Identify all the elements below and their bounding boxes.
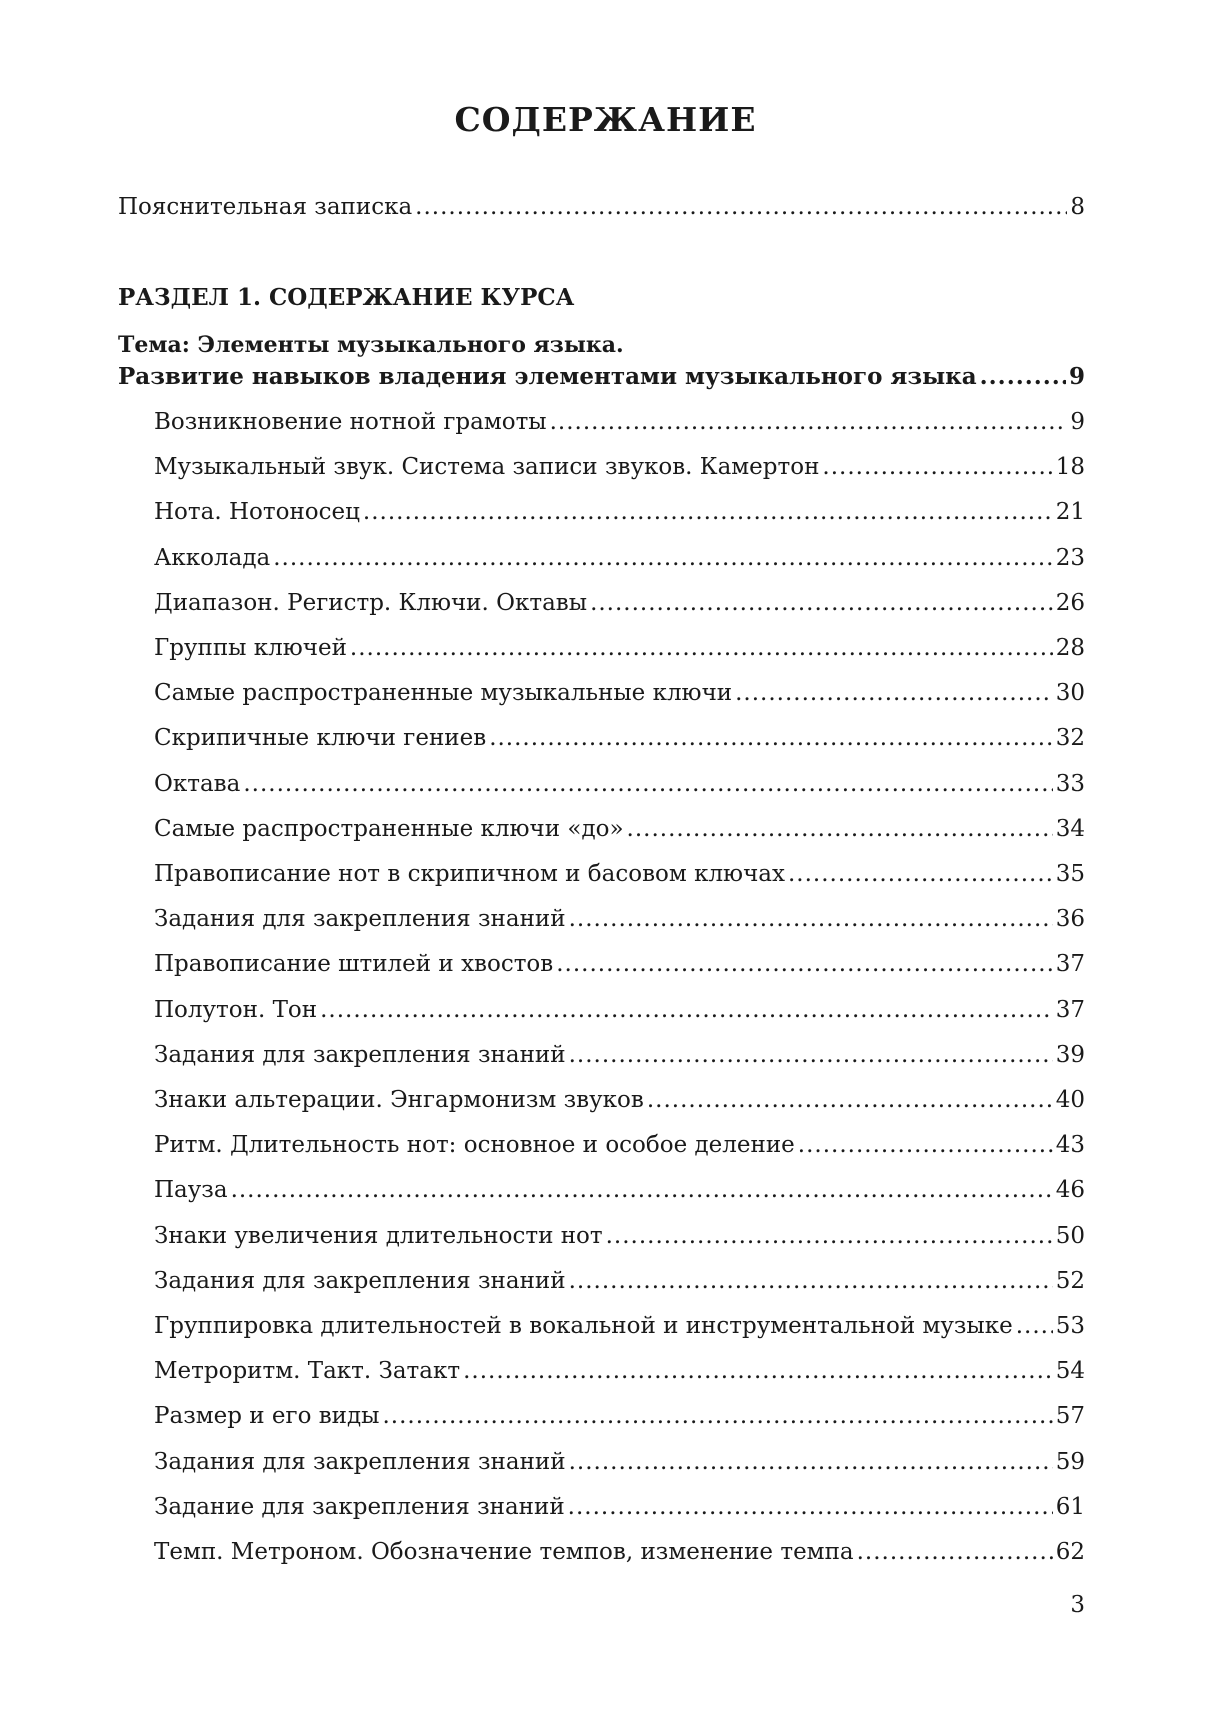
toc-entry[interactable] bbox=[154, 859, 1085, 889]
toc-entry-page: 9 bbox=[1068, 363, 1085, 390]
toc-leader-dots bbox=[463, 1356, 1053, 1386]
toc-entry[interactable] bbox=[154, 588, 1085, 618]
toc-entry-label: Размер и его виды bbox=[154, 1403, 380, 1429]
toc-entry-label: Задания для закрепления знаний bbox=[154, 1449, 566, 1475]
toc-leader-dots bbox=[243, 769, 1052, 799]
toc-entry[interactable] bbox=[154, 543, 1085, 573]
toc-entry-page: 26 bbox=[1055, 590, 1085, 616]
toc-leader-dots bbox=[627, 814, 1053, 844]
toc-entry-label: Группировка длительностей в вокальной и инструментальной музыке bbox=[154, 1313, 1013, 1339]
toc-leader-dots bbox=[788, 859, 1053, 889]
toc-leader-dots bbox=[569, 1266, 1053, 1296]
toc-leader-dots bbox=[569, 1040, 1053, 1070]
toc-leader-dots bbox=[415, 192, 1067, 222]
toc-entry-page: 39 bbox=[1055, 1042, 1085, 1068]
toc-entry-label: Группы ключей bbox=[154, 635, 347, 661]
toc-entry-label: Диапазон. Регистр. Ключи. Октавы bbox=[154, 590, 588, 616]
toc-entry-label: Скрипичные ключи гениев bbox=[154, 725, 487, 751]
toc-leader-dots bbox=[822, 452, 1052, 482]
toc-entry[interactable] bbox=[154, 1266, 1085, 1296]
toc-entry-label: Возникновение нотной грамоты bbox=[154, 409, 547, 435]
toc-leader-dots bbox=[556, 949, 1052, 979]
toc-entry-page: 53 bbox=[1055, 1313, 1085, 1339]
toc-entry-page: 33 bbox=[1055, 771, 1085, 797]
topic-heading: Тема: Элементы музыкального языка. bbox=[118, 332, 624, 358]
page-number: 3 bbox=[1070, 1592, 1085, 1618]
toc-entry[interactable] bbox=[154, 1221, 1085, 1251]
toc-entry-label: Задания для закрепления знаний bbox=[154, 1268, 566, 1294]
toc-entry-label: Октава bbox=[154, 771, 241, 797]
toc-entry[interactable] bbox=[154, 769, 1085, 799]
toc-entry-label: Ритм. Длительность нот: основное и особое деление bbox=[154, 1132, 795, 1158]
toc-leader-dots bbox=[980, 362, 1066, 392]
toc-leader-dots bbox=[350, 633, 1053, 663]
toc-entry-page: 62 bbox=[1055, 1539, 1085, 1565]
toc-entry[interactable] bbox=[154, 1447, 1085, 1477]
toc-leader-dots bbox=[273, 543, 1053, 573]
toc-entry-label: Задания для закрепления знаний bbox=[154, 906, 566, 932]
toc-leader-dots bbox=[569, 1447, 1053, 1477]
toc-entry-label: Пауза bbox=[154, 1177, 228, 1203]
toc-entry-page: 40 bbox=[1055, 1087, 1085, 1113]
toc-entry[interactable] bbox=[154, 452, 1085, 482]
toc-leader-dots bbox=[568, 1492, 1053, 1522]
toc-entry-page: 50 bbox=[1055, 1223, 1085, 1249]
toc-entry[interactable] bbox=[154, 904, 1085, 934]
toc-entry[interactable] bbox=[154, 1356, 1085, 1386]
toc-entry[interactable] bbox=[154, 1175, 1085, 1205]
toc-entry-label: Задания для закрепления знаний bbox=[154, 1042, 566, 1068]
toc-entry[interactable] bbox=[154, 1492, 1085, 1522]
toc-leader-dots bbox=[647, 1085, 1053, 1115]
toc-entry-page: 30 bbox=[1055, 680, 1085, 706]
toc-entry-page: 59 bbox=[1055, 1449, 1085, 1475]
toc-entry[interactable] bbox=[154, 723, 1085, 753]
toc-entry[interactable] bbox=[154, 678, 1085, 708]
toc-entry[interactable] bbox=[154, 1085, 1085, 1115]
toc-entry-label: Развитие навыков владения элементами музыкального языка bbox=[118, 363, 977, 390]
toc-entry-page: 37 bbox=[1055, 951, 1085, 977]
toc-leader-dots bbox=[382, 1401, 1052, 1431]
toc-entry[interactable] bbox=[154, 949, 1085, 979]
page-title: СОДЕРЖАНИЕ bbox=[454, 100, 757, 139]
toc-leader-dots bbox=[550, 407, 1068, 437]
toc-entry[interactable] bbox=[154, 995, 1085, 1025]
toc-entry-page: 36 bbox=[1055, 906, 1085, 932]
toc-entry-label: Полутон. Тон bbox=[154, 997, 318, 1023]
toc-entry-label: Правописание нот в скрипичном и басовом ключах bbox=[154, 861, 785, 887]
toc-leader-dots bbox=[798, 1130, 1053, 1160]
toc-entry[interactable] bbox=[154, 633, 1085, 663]
toc-entry-page: 52 bbox=[1055, 1268, 1085, 1294]
toc-leader-dots bbox=[606, 1221, 1053, 1251]
toc-entry[interactable] bbox=[154, 1311, 1085, 1341]
toc-entry-page: 18 bbox=[1055, 454, 1085, 480]
toc-entry-topic[interactable] bbox=[118, 362, 1085, 392]
toc-entry-page: 32 bbox=[1055, 725, 1085, 751]
toc-entry-label: Пояснительная записка bbox=[118, 194, 413, 220]
toc-entry[interactable] bbox=[154, 814, 1085, 844]
toc-entry[interactable] bbox=[154, 407, 1085, 437]
toc-entry-intro[interactable] bbox=[118, 192, 1085, 222]
toc-leader-dots bbox=[569, 904, 1053, 934]
toc-entry-page: 8 bbox=[1070, 194, 1085, 220]
toc-entry-page: 57 bbox=[1055, 1403, 1085, 1429]
toc-entry-page: 9 bbox=[1070, 409, 1085, 435]
toc-entry-label: Музыкальный звук. Система записи звуков. Камертон bbox=[154, 454, 820, 480]
toc-entry-label: Темп. Метроном. Обозначение темпов, изменение темпа bbox=[154, 1539, 854, 1565]
toc-leader-dots bbox=[320, 995, 1053, 1025]
toc-entry-page: 46 bbox=[1055, 1177, 1085, 1203]
toc-leader-dots bbox=[231, 1175, 1053, 1205]
toc-entry-label: Знаки увеличения длительности нот bbox=[154, 1223, 603, 1249]
toc-leader-dots bbox=[735, 678, 1053, 708]
toc-entry[interactable] bbox=[154, 1130, 1085, 1160]
toc-entry-label: Самые распространенные ключи «до» bbox=[154, 816, 624, 842]
toc-entry-label: Знаки альтерации. Энгармонизм звуков bbox=[154, 1087, 644, 1113]
toc-entry-page: 37 bbox=[1055, 997, 1085, 1023]
toc-entry-label: Акколада bbox=[154, 545, 271, 571]
toc-entry[interactable] bbox=[154, 1040, 1085, 1070]
toc-leader-dots bbox=[489, 723, 1053, 753]
toc-entry-label: Задание для закрепления знаний bbox=[154, 1494, 565, 1520]
toc-entry-page: 61 bbox=[1055, 1494, 1085, 1520]
toc-entry-page: 34 bbox=[1055, 816, 1085, 842]
toc-entry-label: Метроритм. Такт. Затакт bbox=[154, 1358, 461, 1384]
toc-entry-page: 54 bbox=[1055, 1358, 1085, 1384]
toc-entry[interactable] bbox=[154, 497, 1085, 527]
toc-entry-page: 21 bbox=[1055, 499, 1085, 525]
toc-entry-page: 43 bbox=[1055, 1132, 1085, 1158]
toc-entry-label: Нота. Нотоносец bbox=[154, 499, 360, 525]
toc-leader-dots bbox=[363, 497, 1053, 527]
toc-leader-dots bbox=[857, 1537, 1053, 1567]
toc-entry-page: 28 bbox=[1055, 635, 1085, 661]
toc-entry-page: 23 bbox=[1055, 545, 1085, 571]
toc-entry-label: Правописание штилей и хвостов bbox=[154, 951, 554, 977]
section-heading: РАЗДЕЛ 1. СОДЕРЖАНИЕ КУРСА bbox=[118, 284, 575, 311]
toc-entry[interactable] bbox=[154, 1537, 1085, 1567]
toc-leader-dots bbox=[1016, 1311, 1053, 1341]
toc-leader-dots bbox=[590, 588, 1053, 618]
toc-entry-page: 35 bbox=[1055, 861, 1085, 887]
toc-entry[interactable] bbox=[154, 1401, 1085, 1431]
toc-entry-label: Самые распространенные музыкальные ключи bbox=[154, 680, 733, 706]
